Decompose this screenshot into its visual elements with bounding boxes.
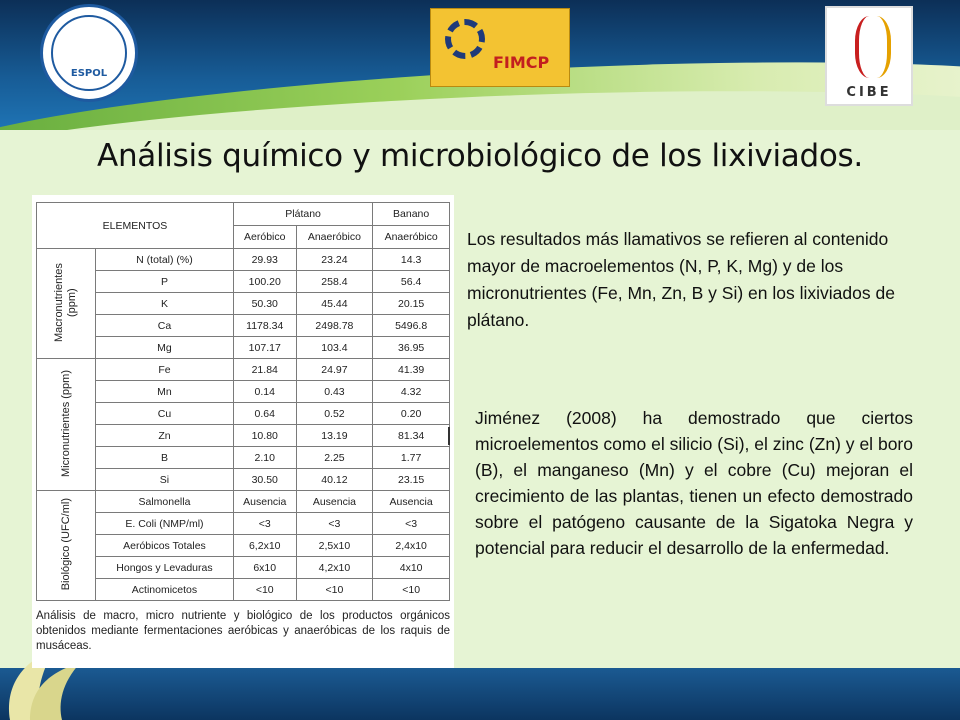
cell-anaerobico: Ausencia bbox=[296, 491, 373, 513]
header-platano: Plátano bbox=[233, 203, 372, 226]
row-name: E. Coli (NMP/ml) bbox=[96, 513, 234, 535]
espol-logo-ring bbox=[51, 15, 127, 91]
cell-anaerobico: 258.4 bbox=[296, 271, 373, 293]
table-row bbox=[37, 469, 450, 491]
row-name: Fe bbox=[96, 359, 234, 381]
row-name: Hongos y Levaduras bbox=[96, 557, 234, 579]
group-label-text: Micronutrientes (ppm) bbox=[59, 369, 72, 477]
cell-anaerobico: 45.44 bbox=[296, 293, 373, 315]
row-name: Ca bbox=[96, 315, 234, 337]
header-banano: Banano bbox=[373, 203, 450, 226]
cell-aerobico: 0.64 bbox=[233, 403, 296, 425]
table-row bbox=[37, 579, 450, 601]
table-row bbox=[37, 491, 450, 513]
row-name: Zn bbox=[96, 425, 234, 447]
table-row bbox=[37, 447, 450, 469]
row-name: B bbox=[96, 447, 234, 469]
table-row bbox=[37, 293, 450, 315]
cell-anaerobico: 13.19 bbox=[296, 425, 373, 447]
cell-banano: 4.32 bbox=[373, 381, 450, 403]
cell-aerobico: 2.10 bbox=[233, 447, 296, 469]
row-name: P bbox=[96, 271, 234, 293]
fimcp-logo-text: FIMCP bbox=[493, 53, 550, 72]
table-figure bbox=[32, 195, 454, 668]
cell-aerobico: 21.84 bbox=[233, 359, 296, 381]
results-paragraph: Los resultados más llamativos se refieren al contenido mayor de macroelementos (N, P, K, Mg) y de los micronutrientes (Fe, Mn, Zn, B y Si) en los lixiviados de plátano. bbox=[467, 229, 895, 330]
jimenez-paragraph: Jiménez (2008) ha demostrado que ciertos microelementos como el silicio (Si), el zinc (Zn) y el boro (B), el manganeso (Mn) y el cobre (Cu) mejoran el crecimiento de las plantas, tienen un efecto demostrado sobre el patógeno causante de la Sigatoka Negra y potencial para reducir el desarrollo de la enfermedad. bbox=[475, 408, 913, 558]
cell-banano: <10 bbox=[373, 579, 450, 601]
dna-helix-icon bbox=[855, 16, 891, 78]
group-label-text: Biológico (UFC/ml) bbox=[59, 497, 72, 591]
table-row bbox=[37, 315, 450, 337]
header-elementos: ELEMENTOS bbox=[37, 203, 234, 249]
group-label-micro bbox=[37, 359, 96, 491]
row-name: Si bbox=[96, 469, 234, 491]
cell-aerobico: 50.30 bbox=[233, 293, 296, 315]
cell-anaerobico: 0.43 bbox=[296, 381, 373, 403]
cell-anaerobico: 40.12 bbox=[296, 469, 373, 491]
cell-anaerobico: 2.25 bbox=[296, 447, 373, 469]
text-cursor bbox=[448, 427, 450, 445]
row-name: Salmonella bbox=[96, 491, 234, 513]
cell-aerobico: <3 bbox=[233, 513, 296, 535]
row-name: Aeróbicos Totales bbox=[96, 535, 234, 557]
cell-anaerobico: 2,5x10 bbox=[296, 535, 373, 557]
row-name: Mn bbox=[96, 381, 234, 403]
cell-banano: 36.95 bbox=[373, 337, 450, 359]
cell-aerobico: 10.80 bbox=[233, 425, 296, 447]
cell-anaerobico: 23.24 bbox=[296, 249, 373, 271]
cell-banano: 2,4x10 bbox=[373, 535, 450, 557]
cell-aerobico: 107.17 bbox=[233, 337, 296, 359]
cell-anaerobico: 24.97 bbox=[296, 359, 373, 381]
cell-banano: 5496.8 bbox=[373, 315, 450, 337]
table-row bbox=[37, 381, 450, 403]
row-name: Mg bbox=[96, 337, 234, 359]
cell-anaerobico: 2498.78 bbox=[296, 315, 373, 337]
table-row bbox=[37, 535, 450, 557]
cell-banano: 81.34 bbox=[373, 425, 450, 447]
espol-logo-text: ESPOL bbox=[70, 68, 108, 79]
table-row bbox=[37, 359, 450, 381]
header-anaerobico-banano: Anaeróbico bbox=[373, 226, 450, 249]
cell-banano: 4x10 bbox=[373, 557, 450, 579]
cell-anaerobico: <3 bbox=[296, 513, 373, 535]
cell-anaerobico: 103.4 bbox=[296, 337, 373, 359]
cell-banano: Ausencia bbox=[373, 491, 450, 513]
row-name: Cu bbox=[96, 403, 234, 425]
cell-aerobico: 29.93 bbox=[233, 249, 296, 271]
cell-aerobico: 30.50 bbox=[233, 469, 296, 491]
group-label-macro bbox=[37, 249, 96, 359]
table-row bbox=[37, 403, 450, 425]
table-row bbox=[37, 425, 450, 447]
cell-aerobico: 0.14 bbox=[233, 381, 296, 403]
cell-aerobico: 100.20 bbox=[233, 271, 296, 293]
row-name: Actinomicetos bbox=[96, 579, 234, 601]
cell-aerobico: 6x10 bbox=[233, 557, 296, 579]
cell-banano: 14.3 bbox=[373, 249, 450, 271]
group-label-bio bbox=[37, 491, 96, 601]
espol-logo bbox=[40, 4, 138, 102]
header-anaerobico: Anaeróbico bbox=[296, 226, 373, 249]
row-name: N (total) (%) bbox=[96, 249, 234, 271]
table-row bbox=[37, 557, 450, 579]
table-caption: Análisis de macro, micro nutriente y biológico de los productos orgánicos obtenidos mediante fermentaciones aeróbicas y anaeróbicas de los raquis de musáceas. bbox=[36, 610, 450, 652]
cell-aerobico: 6,2x10 bbox=[233, 535, 296, 557]
footer-bar bbox=[0, 668, 960, 720]
slide-title: Análisis químico y microbiológico de los lixiviados. bbox=[97, 138, 863, 174]
table-row bbox=[37, 271, 450, 293]
cibe-logo-text: CIBE bbox=[846, 85, 892, 100]
fimcp-logo bbox=[430, 8, 570, 87]
table-row bbox=[37, 249, 450, 271]
table-row bbox=[37, 513, 450, 535]
cell-banano: 41.39 bbox=[373, 359, 450, 381]
gear-icon bbox=[445, 19, 485, 59]
cell-anaerobico: <10 bbox=[296, 579, 373, 601]
cell-banano: 23.15 bbox=[373, 469, 450, 491]
cell-aerobico: Ausencia bbox=[233, 491, 296, 513]
cell-aerobico: 1178.34 bbox=[233, 315, 296, 337]
cell-banano: 0.20 bbox=[373, 403, 450, 425]
cell-banano: 1.77 bbox=[373, 447, 450, 469]
table-row bbox=[37, 337, 450, 359]
cell-banano: 20.15 bbox=[373, 293, 450, 315]
cell-banano: 56.4 bbox=[373, 271, 450, 293]
cell-aerobico: <10 bbox=[233, 579, 296, 601]
cell-anaerobico: 4,2x10 bbox=[296, 557, 373, 579]
group-label-text: Macronutrientes (ppm) bbox=[53, 262, 78, 342]
cell-anaerobico: 0.52 bbox=[296, 403, 373, 425]
data-table bbox=[36, 202, 450, 601]
header-aerobico: Aeróbico bbox=[233, 226, 296, 249]
cibe-logo bbox=[825, 6, 913, 106]
row-name: K bbox=[96, 293, 234, 315]
cell-banano: <3 bbox=[373, 513, 450, 535]
